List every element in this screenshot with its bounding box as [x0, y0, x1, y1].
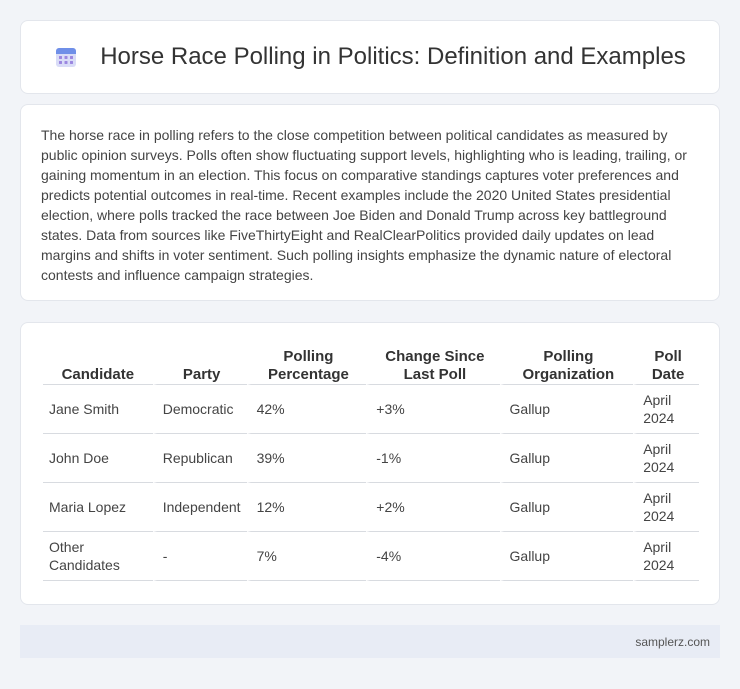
column-header-poll-date: Poll Date [633, 343, 699, 385]
column-header-organization: Polling Organization [500, 343, 634, 385]
cell-candidate: Other Candidates [43, 532, 153, 581]
cell-date: April 2024 [633, 532, 699, 581]
cell-percentage: 7% [247, 532, 367, 581]
cell-percentage: 42% [247, 385, 367, 434]
cell-party: Democratic [153, 385, 247, 434]
column-header-candidate: Candidate [43, 343, 153, 385]
cell-party: - [153, 532, 247, 581]
cell-organization: Gallup [500, 532, 634, 581]
table-row [43, 532, 699, 581]
calendar-icon [54, 45, 78, 69]
cell-candidate: Maria Lopez [43, 483, 153, 532]
cell-candidate: John Doe [43, 434, 153, 483]
cell-party: Republican [153, 434, 247, 483]
column-header-party: Party [153, 343, 247, 385]
cell-organization: Gallup [500, 434, 634, 483]
intro-card [20, 104, 720, 301]
cell-percentage: 39% [247, 434, 367, 483]
cell-candidate: Jane Smith [43, 385, 153, 434]
cell-date: April 2024 [633, 434, 699, 483]
cell-change: -4% [366, 532, 499, 581]
intro-paragraph: The horse race in polling refers to the close competition between political candidates as measured by public opinion surveys. Polls often show fluctuating support levels, highlighting who is leading, trailing, or gaining momentum in an election. This focus on comparative standings captures voter preferences and predicts potential outcomes in real-time. Recent examples include the 2020 United States presidential election, where polls tracked the race between Joe Biden and Donald Trump across key battleground states. Data from sources like FiveThirtyEight and RealClearPolitics provided daily updates on lead margins and shifts in voter sentiment. Such polling insights emphasize the dynamic nature of electoral contests and influence campaign strategies. [41, 127, 687, 283]
table-row [43, 385, 699, 434]
table-header-row [43, 343, 699, 385]
cell-organization: Gallup [500, 385, 634, 434]
cell-percentage: 12% [247, 483, 367, 532]
column-header-change: Change Since Last Poll [366, 343, 499, 385]
cell-change: -1% [366, 434, 499, 483]
cell-change: +2% [366, 483, 499, 532]
cell-change: +3% [366, 385, 499, 434]
table-row [43, 434, 699, 483]
cell-party: Independent [153, 483, 247, 532]
footer-site-link[interactable]: samplerz.com [635, 634, 710, 649]
footer-bar [20, 625, 720, 658]
page-title: Horse Race Polling in Politics: Definition and Examples [100, 43, 686, 70]
column-header-polling-percentage: Polling Percentage [247, 343, 367, 385]
table-card [20, 322, 720, 605]
cell-date: April 2024 [633, 483, 699, 532]
cell-date: April 2024 [633, 385, 699, 434]
cell-organization: Gallup [500, 483, 634, 532]
table-row [43, 483, 699, 532]
polling-table [43, 343, 699, 581]
header-card [20, 20, 720, 94]
